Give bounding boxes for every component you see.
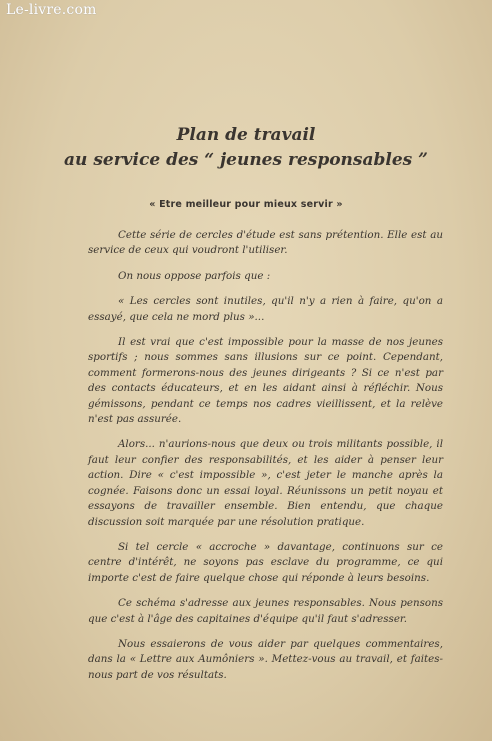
paragraph: « Les cercles sont inutiles, qu'il n'y a rien à faire, qu'on a essayé, que cela ne mord plus »... (88, 295, 443, 323)
paragraph: Si tel cercle « accroche » davantage, continuons sur ce centre d'intérêt, ne soyons pas esclave du programme, ce qui importe c'est de faire quelque chose qui réponde à leurs besoins. (88, 540, 443, 584)
paragraph: Ce schéma s'adresse aux jeunes responsables. Nous pensons que c'est à l'âge des capitaines d'équipe qu'il faut s'adresser. (88, 597, 443, 625)
paragraph: Il est vrai que c'est impossible pour la masse de nos jeunes sportifs ; nous sommes sans illusions sur ce point. Cependant, comment formerons-nous des jeunes dirigeants ? Si ce n'est par des contacts éducateurs, et en les aidant ainsi à réfléchir. Nous gémissons, pendant ce temps nos cadres vieillissent, et la relève n'est pas assurée. (88, 336, 443, 426)
paragraph: On nous oppose parfois que : (118, 269, 271, 282)
title-line-1: Plan de travail (176, 125, 316, 145)
title-line-2: au service des “ jeunes responsables ” (64, 150, 428, 170)
paragraph: Cette série de cercles d'étude est sans prétention. Elle est au service de ceux qui voudront l'utiliser. (88, 229, 443, 257)
paragraph: Nous essaierons de vous aider par quelques commentaires, dans la « Lettre aux Aumôniers ». Mettez-vous au travail, et faites-nous part de vos résultats. (88, 637, 443, 681)
subtitle: « Etre meilleur pour mieux servir » (149, 199, 343, 210)
body-text (88, 228, 443, 693)
watermark-logo: Le-livre.com (6, 2, 97, 18)
paragraph: Alors... n'aurions-nous que deux ou trois militants possible, il faut leur confier des responsabilités, et les aider à penser leur action. Dire « c'est impossible », c'est jeter le manche après la cognée. Faisons donc un essai loyal. Réunissons un petit noyau et essayons de travailler ensemble. Bien entendu, que chaque discussion soit marquée par une résolution pratique. (88, 438, 443, 528)
